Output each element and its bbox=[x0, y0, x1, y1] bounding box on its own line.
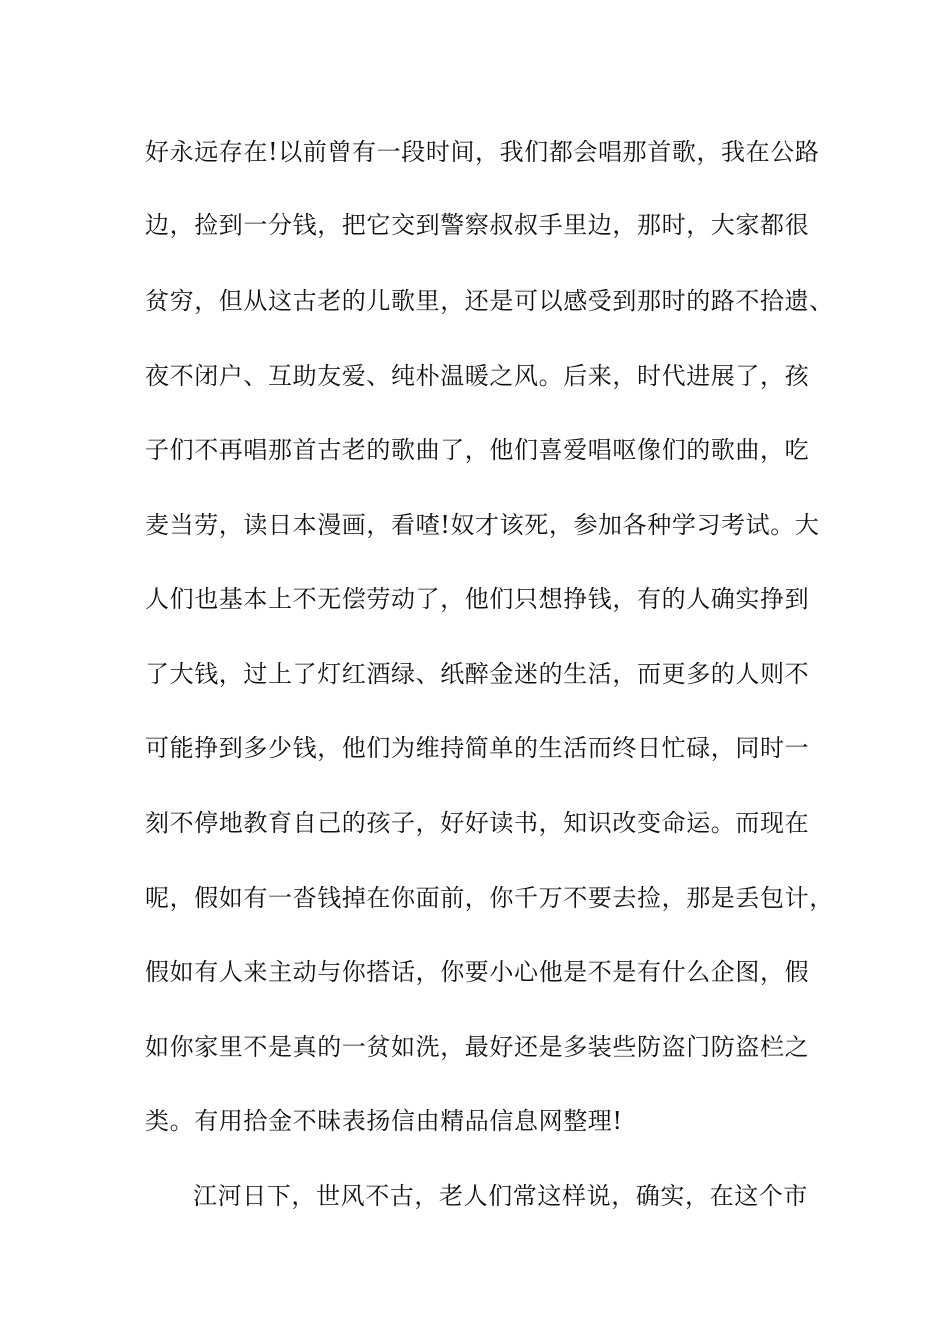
paragraph-first-line: 江河日下，世风不古，老人们常这样说，确实，在这个市 bbox=[193, 1182, 808, 1210]
text-line: 了大钱，过上了灯红酒绿、纸醉金迷的生活，而更多的人则不 bbox=[145, 660, 810, 688]
text-line: 麦当劳，读日本漫画，看喳!奴才该死，参加各种学习考试。大 bbox=[145, 511, 820, 539]
text-line: 子们不再唱那首古老的歌曲了，他们喜爱唱呕像们的歌曲，吃 bbox=[145, 436, 810, 464]
text-line: 可能挣到多少钱，他们为维持简单的生活而终日忙碌，同时一 bbox=[145, 734, 810, 762]
text-line: 人们也基本上不无偿劳动了，他们只想挣钱，有的人确实挣到 bbox=[145, 585, 810, 613]
text-line: 呢，假如有一沓钱掉在你面前，你千万不要去捡，那是丢包计， bbox=[145, 884, 834, 912]
text-line: 刻不停地教育自己的孩子，好好读书，知识改变命运。而现在 bbox=[145, 809, 810, 837]
text-line: 贫穷，但从这古老的儿歌里，还是可以感受到那时的路不拾遗、 bbox=[145, 287, 834, 315]
text-line: 好永远存在!以前曾有一段时间，我们都会唱那首歌，我在公路 bbox=[145, 138, 820, 166]
text-line: 夜不闭户、互助友爱、纯朴温暖之风。后来，时代进展了，孩 bbox=[145, 362, 810, 390]
text-line: 类。有用拾金不昧表扬信由精品信息网整理! bbox=[145, 1107, 623, 1135]
text-line: 边，捡到一分钱，把它交到警察叔叔手里边，那时，大家都很 bbox=[145, 211, 810, 239]
text-line: 如你家里不是真的一贫如洗，最好还是多装些防盗门防盗栏之 bbox=[145, 1033, 810, 1061]
text-line: 假如有人来主动与你搭话，你要小心他是不是有什么企图，假 bbox=[145, 958, 810, 986]
